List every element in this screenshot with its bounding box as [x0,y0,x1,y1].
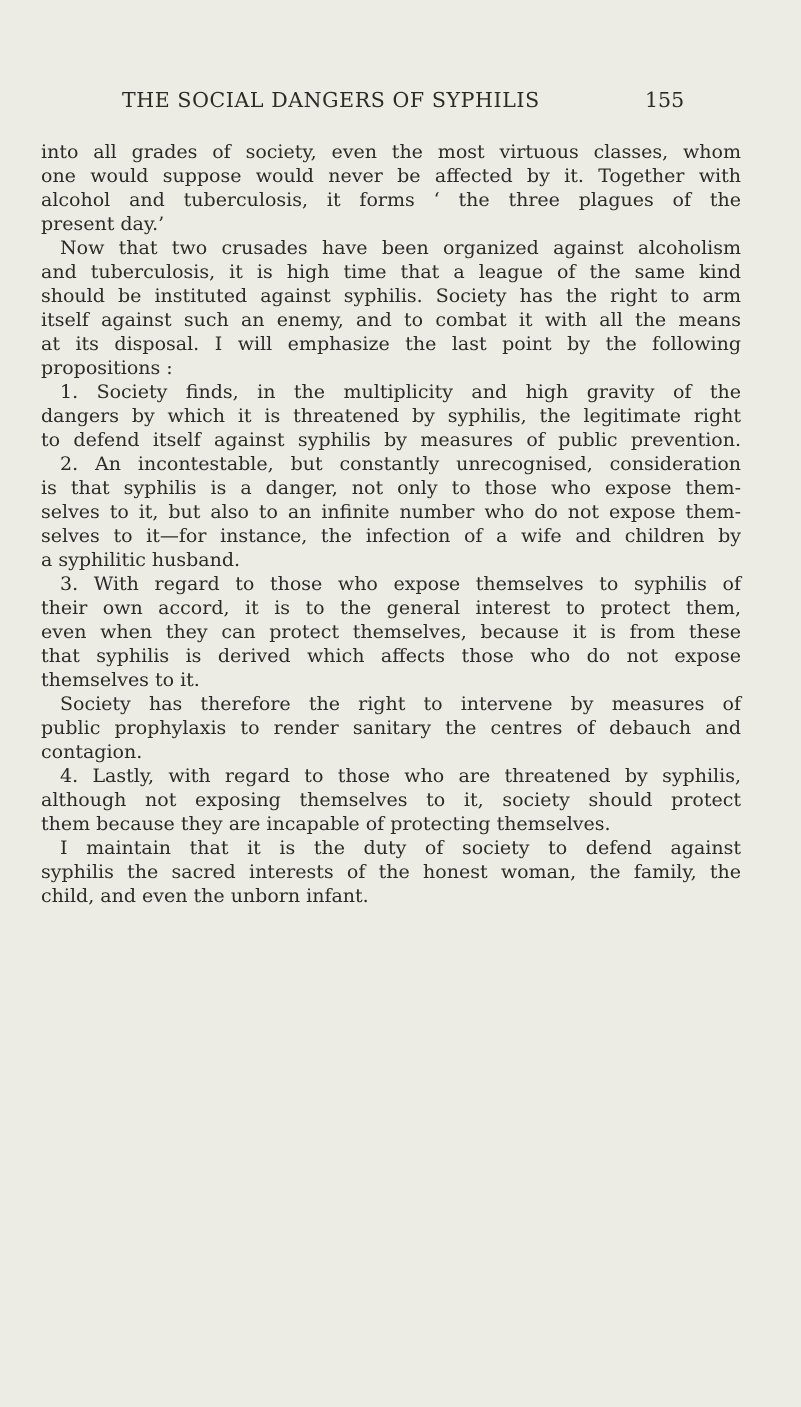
text-line: Society has therefore the right to intervene by measures of [60,693,741,715]
text-line: is that syphilis is a danger, not only to those who expose them- [41,477,741,499]
running-title: THE SOCIAL DANGERS OF SYPHILIS [122,88,540,112]
text-line: 2. An incontestable, but constantly unrecognised, consideration [60,453,741,475]
text-line: syphilis the sacred interests of the honest woman, the family, the [41,861,741,883]
text-line: contagion. [41,741,143,763]
text-line: dangers by which it is threatened by syphilis, the legitimate right [41,405,741,427]
text-line: them because they are incapable of protecting themselves. [41,813,611,835]
text-line: 3. With regard to those who expose themselves to syphilis of [60,573,741,595]
text-line: present day.’ [41,213,165,235]
page-number: 155 [645,88,685,112]
text-line: themselves to it. [41,669,200,691]
body-text [41,140,741,908]
text-line: Now that two crusades have been organized against alcoholism [60,237,741,259]
text-line: that syphilis is derived which affects those who do not expose [41,645,741,667]
text-line: public prophylaxis to render sanitary the centres of debauch and [41,717,741,739]
running-head [0,88,801,118]
text-line: selves to it, but also to an infinite number who do not expose them- [41,501,741,523]
text-line: selves to it—for instance, the infection of a wife and children by [41,525,741,547]
text-line: alcohol and tuberculosis, it forms ‘ the three plagues of the [41,189,741,211]
text-line: 4. Lastly, with regard to those who are threatened by syphilis, [60,765,741,787]
text-line: itself against such an enemy, and to combat it with all the means [41,309,741,331]
text-line: 1. Society finds, in the multiplicity and high gravity of the [60,381,741,403]
text-line: I maintain that it is the duty of society to defend against [60,837,741,859]
text-line: and tuberculosis, it is high time that a league of the same kind [41,261,741,283]
text-line: to defend itself against syphilis by measures of public prevention. [41,429,741,451]
text-line: one would suppose would never be affected by it. Together with [41,165,741,187]
text-line: although not exposing themselves to it, society should protect [41,789,741,811]
text-line: their own accord, it is to the general interest to protect them, [41,597,741,619]
text-line: should be instituted against syphilis. Society has the right to arm [41,285,741,307]
text-line: child, and even the unborn infant. [41,885,369,907]
text-line: propositions : [41,357,173,379]
text-line: into all grades of society, even the most virtuous classes, whom [41,141,741,163]
text-line: a syphilitic husband. [41,549,241,571]
text-line: even when they can protect themselves, because it is from these [41,621,741,643]
text-line: at its disposal. I will emphasize the last point by the following [41,333,741,355]
